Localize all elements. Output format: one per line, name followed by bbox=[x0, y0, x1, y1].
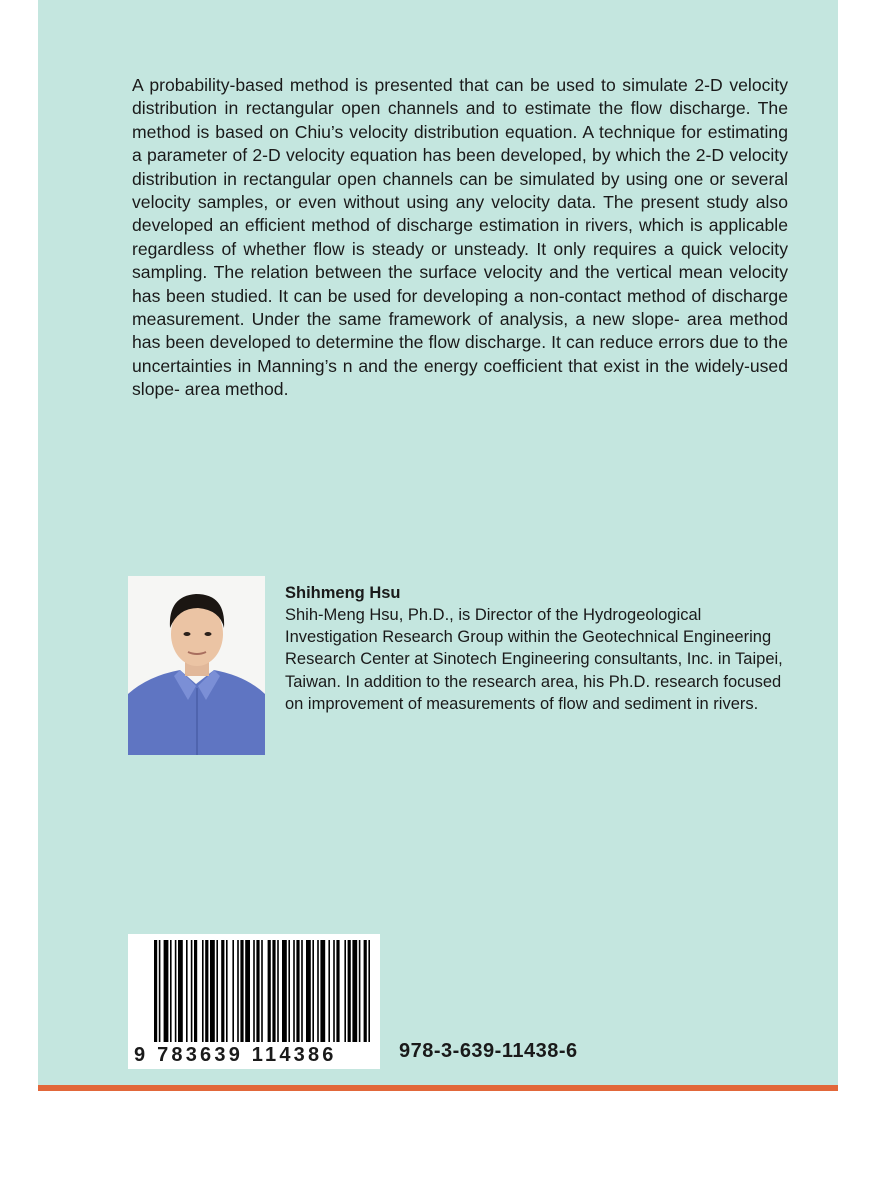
author-photo bbox=[128, 576, 265, 755]
author-portrait-image bbox=[128, 576, 265, 755]
orange-accent-line bbox=[38, 1085, 838, 1091]
isbn-number: 978-3-639-11438-6 bbox=[399, 1040, 578, 1062]
barcode-bars bbox=[128, 934, 380, 1046]
author-name: Shihmeng Hsu bbox=[285, 584, 401, 602]
isbn-barcode bbox=[128, 934, 380, 1069]
author-bio: Shih-Meng Hsu, Ph.D., is Director of the Hydrogeological Investigation Research Group within the Geotechnical Engineering Research Center at Sinotech Engineering consultants, Inc. in Taipei, Taiwan. In addition to the research area, his Ph.D. research focused on improvement of measurements of flow and sediment in rivers. bbox=[285, 606, 783, 713]
barcode-digits: 9 783639 114386 bbox=[134, 1044, 337, 1066]
abstract-text: A probability-based method is presented that can be used to simulate 2-D velocity distribution in rectangular open channels and to estimate the flow discharge. The method is based on Chiu’s velocity distribution equation. A technique for estimating a parameter of 2-D velocity equation has been developed, by which the 2-D velocity distribution in rectangular open channels can be simulated by using one or several velocity samples, or even without using any velocity data. The present study also developed an efficient method of discharge estimation in rivers, which is applicable regardless of whether flow is steady or unsteady. It only requires a quick velocity sampling. The relation between the surface velocity and the vertical mean velocity has been studied. It can be used for developing a non-contact method of discharge measurement. Under the same framework of analysis, a new slope- area method has been developed to determine the flow discharge. It can reduce errors due to the uncertainties in Manning’s n and the energy coefficient that exist in the widely-used slope- area method. bbox=[132, 75, 788, 400]
